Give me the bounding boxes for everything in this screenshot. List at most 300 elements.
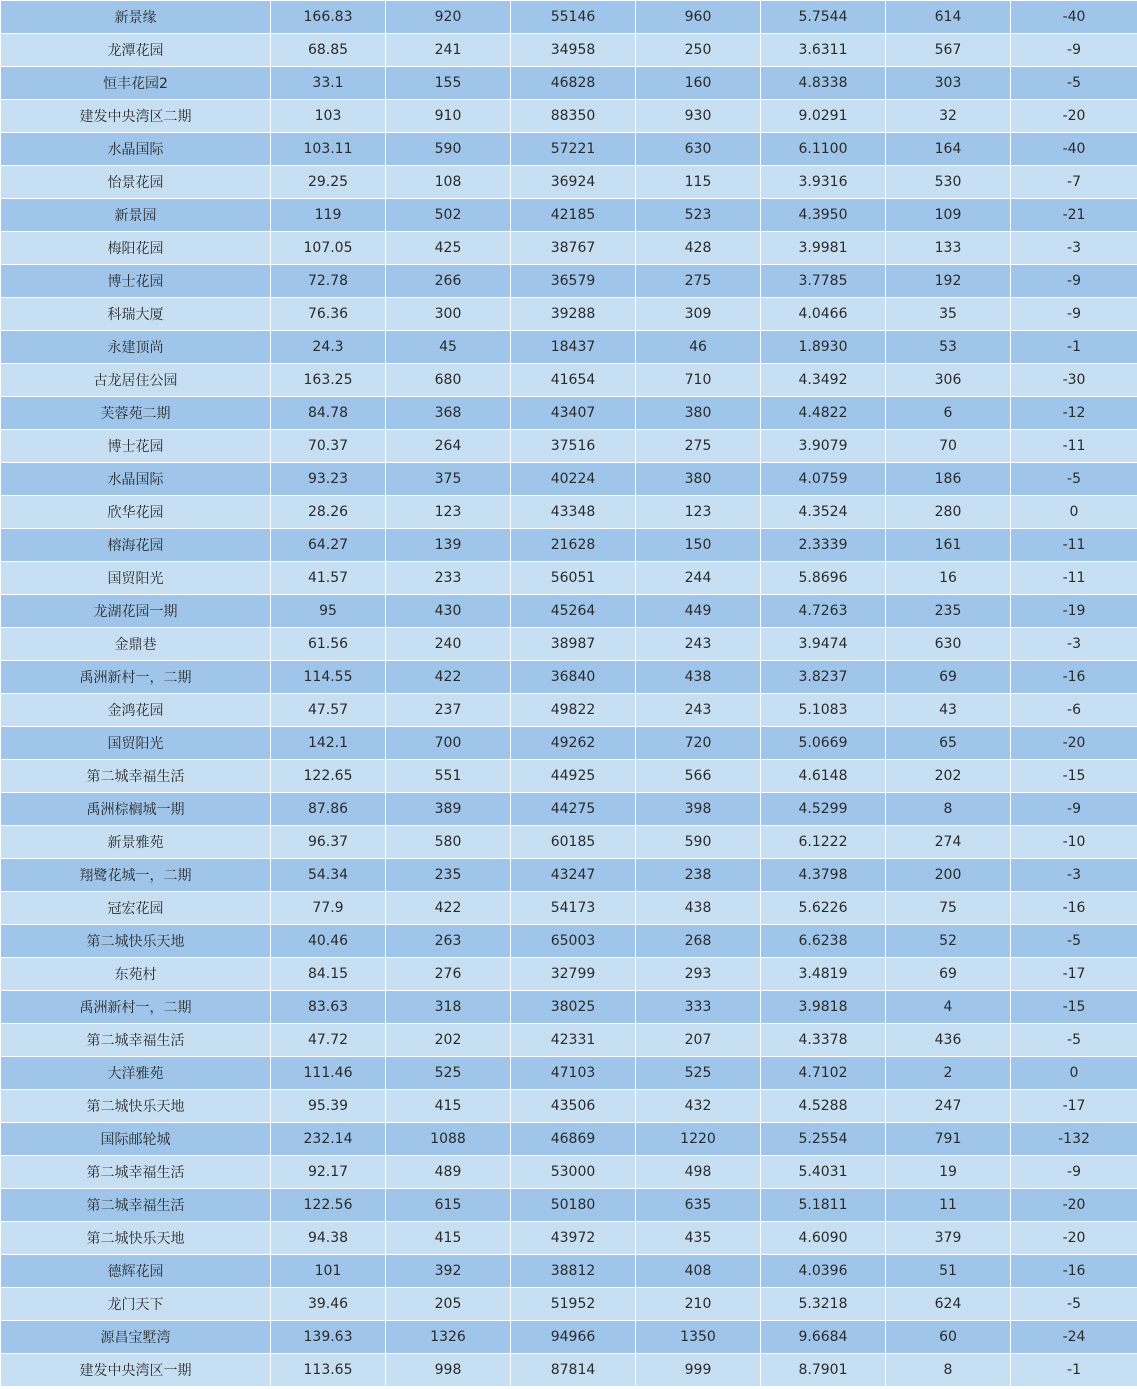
days-cell: 51	[886, 1255, 1011, 1288]
change-cell: -11	[1011, 529, 1137, 562]
change-cell: -9	[1011, 265, 1137, 298]
area-cell: 40.46	[271, 925, 386, 958]
unit-price-cell: 87814	[511, 1354, 636, 1387]
area-cell: 119	[271, 199, 386, 232]
area-cell: 83.63	[271, 991, 386, 1024]
community-name-cell: 龙门天下	[1, 1288, 271, 1321]
area-cell: 84.78	[271, 397, 386, 430]
ratio-cell: 3.9818	[761, 991, 886, 1024]
area-cell: 139.63	[271, 1321, 386, 1354]
change-cell: -132	[1011, 1123, 1137, 1156]
change-cell: -7	[1011, 166, 1137, 199]
table-row	[1, 529, 1137, 562]
table-row	[1, 727, 1137, 760]
unit-price-cell: 32799	[511, 958, 636, 991]
community-name-cell: 第二城快乐天地	[1, 1090, 271, 1123]
change-cell: -9	[1011, 1156, 1137, 1189]
unit-price-cell: 42185	[511, 199, 636, 232]
area-cell: 111.46	[271, 1057, 386, 1090]
price-cell: 525	[386, 1057, 511, 1090]
change-cell: -20	[1011, 727, 1137, 760]
table-row	[1, 925, 1137, 958]
table-row	[1, 100, 1137, 133]
community-name-cell: 新景园	[1, 199, 271, 232]
ratio-cell: 1.8930	[761, 331, 886, 364]
community-name-cell: 第二城快乐天地	[1, 925, 271, 958]
list-price-cell: 380	[636, 463, 761, 496]
table-row	[1, 397, 1137, 430]
price-cell: 139	[386, 529, 511, 562]
days-cell: 16	[886, 562, 1011, 595]
area-cell: 95.39	[271, 1090, 386, 1123]
days-cell: 2	[886, 1057, 1011, 1090]
change-cell: -5	[1011, 1288, 1137, 1321]
list-price-cell: 498	[636, 1156, 761, 1189]
change-cell: -12	[1011, 397, 1137, 430]
price-cell: 910	[386, 100, 511, 133]
list-price-cell: 250	[636, 34, 761, 67]
community-name-cell: 国贸阳光	[1, 727, 271, 760]
list-price-cell: 380	[636, 397, 761, 430]
community-name-cell: 德辉花园	[1, 1255, 271, 1288]
table-row	[1, 463, 1137, 496]
unit-price-cell: 43407	[511, 397, 636, 430]
days-cell: 19	[886, 1156, 1011, 1189]
community-name-cell: 金鸿花园	[1, 694, 271, 727]
community-name-cell: 新景雅苑	[1, 826, 271, 859]
area-cell: 54.34	[271, 859, 386, 892]
price-cell: 205	[386, 1288, 511, 1321]
list-price-cell: 150	[636, 529, 761, 562]
list-price-cell: 720	[636, 727, 761, 760]
table-row	[1, 661, 1137, 694]
area-cell: 101	[271, 1255, 386, 1288]
list-price-cell: 523	[636, 199, 761, 232]
price-cell: 425	[386, 232, 511, 265]
unit-price-cell: 36924	[511, 166, 636, 199]
area-cell: 122.65	[271, 760, 386, 793]
table-row	[1, 892, 1137, 925]
area-cell: 72.78	[271, 265, 386, 298]
list-price-cell: 293	[636, 958, 761, 991]
table-row	[1, 1189, 1137, 1222]
change-cell: -15	[1011, 760, 1137, 793]
list-price-cell: 333	[636, 991, 761, 1024]
unit-price-cell: 38812	[511, 1255, 636, 1288]
ratio-cell: 5.0669	[761, 727, 886, 760]
community-name-cell: 建发中央湾区二期	[1, 100, 271, 133]
ratio-cell: 3.7785	[761, 265, 886, 298]
list-price-cell: 590	[636, 826, 761, 859]
days-cell: 379	[886, 1222, 1011, 1255]
community-name-cell: 禹洲棕榈城一期	[1, 793, 271, 826]
area-cell: 94.38	[271, 1222, 386, 1255]
change-cell: -1	[1011, 331, 1137, 364]
change-cell: -5	[1011, 463, 1137, 496]
change-cell: -6	[1011, 694, 1137, 727]
unit-price-cell: 41654	[511, 364, 636, 397]
table-row	[1, 1024, 1137, 1057]
community-name-cell: 冠宏花园	[1, 892, 271, 925]
ratio-cell: 3.9474	[761, 628, 886, 661]
area-cell: 64.27	[271, 529, 386, 562]
price-cell: 368	[386, 397, 511, 430]
area-cell: 166.83	[271, 1, 386, 34]
list-price-cell: 244	[636, 562, 761, 595]
change-cell: -5	[1011, 925, 1137, 958]
days-cell: 235	[886, 595, 1011, 628]
days-cell: 567	[886, 34, 1011, 67]
days-cell: 186	[886, 463, 1011, 496]
area-cell: 41.57	[271, 562, 386, 595]
unit-price-cell: 21628	[511, 529, 636, 562]
days-cell: 202	[886, 760, 1011, 793]
change-cell: -16	[1011, 661, 1137, 694]
ratio-cell: 4.0466	[761, 298, 886, 331]
days-cell: 630	[886, 628, 1011, 661]
change-cell: -10	[1011, 826, 1137, 859]
days-cell: 75	[886, 892, 1011, 925]
days-cell: 65	[886, 727, 1011, 760]
table-row	[1, 562, 1137, 595]
area-cell: 163.25	[271, 364, 386, 397]
community-name-cell: 水晶国际	[1, 463, 271, 496]
community-name-cell: 科瑞大厦	[1, 298, 271, 331]
ratio-cell: 6.6238	[761, 925, 886, 958]
table-row	[1, 298, 1137, 331]
unit-price-cell: 88350	[511, 100, 636, 133]
change-cell: -30	[1011, 364, 1137, 397]
area-cell: 96.37	[271, 826, 386, 859]
unit-price-cell: 49262	[511, 727, 636, 760]
community-name-cell: 禹洲新村一，二期	[1, 991, 271, 1024]
unit-price-cell: 44275	[511, 793, 636, 826]
ratio-cell: 2.3339	[761, 529, 886, 562]
unit-price-cell: 43247	[511, 859, 636, 892]
area-cell: 76.36	[271, 298, 386, 331]
price-cell: 489	[386, 1156, 511, 1189]
change-cell: -16	[1011, 892, 1137, 925]
area-cell: 95	[271, 595, 386, 628]
community-name-cell: 第二城幸福生活	[1, 1156, 271, 1189]
list-price-cell: 710	[636, 364, 761, 397]
price-cell: 392	[386, 1255, 511, 1288]
list-price-cell: 238	[636, 859, 761, 892]
change-cell: -40	[1011, 1, 1137, 34]
unit-price-cell: 55146	[511, 1, 636, 34]
table-row	[1, 1, 1137, 34]
change-cell: -17	[1011, 958, 1137, 991]
days-cell: 69	[886, 958, 1011, 991]
change-cell: -20	[1011, 1222, 1137, 1255]
table-row	[1, 67, 1137, 100]
area-cell: 61.56	[271, 628, 386, 661]
price-cell: 680	[386, 364, 511, 397]
table-row	[1, 1222, 1137, 1255]
price-cell: 422	[386, 661, 511, 694]
community-name-cell: 榕海花园	[1, 529, 271, 562]
price-cell: 45	[386, 331, 511, 364]
price-cell: 415	[386, 1090, 511, 1123]
community-name-cell: 国贸阳光	[1, 562, 271, 595]
price-cell: 318	[386, 991, 511, 1024]
change-cell: -11	[1011, 430, 1137, 463]
unit-price-cell: 56051	[511, 562, 636, 595]
area-cell: 77.9	[271, 892, 386, 925]
price-cell: 430	[386, 595, 511, 628]
ratio-cell: 5.4031	[761, 1156, 886, 1189]
days-cell: 192	[886, 265, 1011, 298]
days-cell: 530	[886, 166, 1011, 199]
unit-price-cell: 51952	[511, 1288, 636, 1321]
unit-price-cell: 60185	[511, 826, 636, 859]
days-cell: 32	[886, 100, 1011, 133]
unit-price-cell: 40224	[511, 463, 636, 496]
list-price-cell: 268	[636, 925, 761, 958]
ratio-cell: 4.7263	[761, 595, 886, 628]
ratio-cell: 5.2554	[761, 1123, 886, 1156]
area-cell: 84.15	[271, 958, 386, 991]
table-row	[1, 133, 1137, 166]
list-price-cell: 449	[636, 595, 761, 628]
ratio-cell: 8.7901	[761, 1354, 886, 1387]
unit-price-cell: 46869	[511, 1123, 636, 1156]
change-cell: -21	[1011, 199, 1137, 232]
change-cell: -5	[1011, 67, 1137, 100]
unit-price-cell: 43972	[511, 1222, 636, 1255]
list-price-cell: 438	[636, 892, 761, 925]
community-name-cell: 国际邮轮城	[1, 1123, 271, 1156]
list-price-cell: 309	[636, 298, 761, 331]
unit-price-cell: 42331	[511, 1024, 636, 1057]
table-row	[1, 628, 1137, 661]
ratio-cell: 3.4819	[761, 958, 886, 991]
ratio-cell: 4.0759	[761, 463, 886, 496]
table-row	[1, 991, 1137, 1024]
price-cell: 920	[386, 1, 511, 34]
ratio-cell: 4.5288	[761, 1090, 886, 1123]
ratio-cell: 4.3798	[761, 859, 886, 892]
table-row	[1, 199, 1137, 232]
price-cell: 276	[386, 958, 511, 991]
days-cell: 6	[886, 397, 1011, 430]
community-name-cell: 梅阳花园	[1, 232, 271, 265]
unit-price-cell: 43348	[511, 496, 636, 529]
list-price-cell: 630	[636, 133, 761, 166]
days-cell: 624	[886, 1288, 1011, 1321]
days-cell: 274	[886, 826, 1011, 859]
price-cell: 580	[386, 826, 511, 859]
days-cell: 8	[886, 793, 1011, 826]
days-cell: 53	[886, 331, 1011, 364]
area-cell: 142.1	[271, 727, 386, 760]
community-name-cell: 永建顶尚	[1, 331, 271, 364]
table-row	[1, 1255, 1137, 1288]
community-name-cell: 恒丰花园2	[1, 67, 271, 100]
community-name-cell: 龙湖花园一期	[1, 595, 271, 628]
change-cell: -40	[1011, 133, 1137, 166]
days-cell: 164	[886, 133, 1011, 166]
days-cell: 4	[886, 991, 1011, 1024]
ratio-cell: 3.6311	[761, 34, 886, 67]
days-cell: 614	[886, 1, 1011, 34]
price-cell: 998	[386, 1354, 511, 1387]
change-cell: -17	[1011, 1090, 1137, 1123]
table-row	[1, 1156, 1137, 1189]
list-price-cell: 46	[636, 331, 761, 364]
price-cell: 551	[386, 760, 511, 793]
ratio-cell: 5.6226	[761, 892, 886, 925]
unit-price-cell: 37516	[511, 430, 636, 463]
table-row	[1, 496, 1137, 529]
ratio-cell: 4.4822	[761, 397, 886, 430]
price-cell: 502	[386, 199, 511, 232]
change-cell: -3	[1011, 628, 1137, 661]
table-row	[1, 1123, 1137, 1156]
table-row	[1, 1057, 1137, 1090]
days-cell: 303	[886, 67, 1011, 100]
list-price-cell: 432	[636, 1090, 761, 1123]
list-price-cell: 428	[636, 232, 761, 265]
area-cell: 113.65	[271, 1354, 386, 1387]
list-price-cell: 930	[636, 100, 761, 133]
ratio-cell: 4.3492	[761, 364, 886, 397]
unit-price-cell: 36579	[511, 265, 636, 298]
list-price-cell: 275	[636, 265, 761, 298]
community-name-cell: 第二城幸福生活	[1, 760, 271, 793]
table-row	[1, 859, 1137, 892]
unit-price-cell: 50180	[511, 1189, 636, 1222]
price-cell: 123	[386, 496, 511, 529]
unit-price-cell: 53000	[511, 1156, 636, 1189]
list-price-cell: 210	[636, 1288, 761, 1321]
ratio-cell: 3.8237	[761, 661, 886, 694]
unit-price-cell: 34958	[511, 34, 636, 67]
community-name-cell: 水晶国际	[1, 133, 271, 166]
ratio-cell: 4.3524	[761, 496, 886, 529]
price-cell: 300	[386, 298, 511, 331]
list-price-cell: 566	[636, 760, 761, 793]
unit-price-cell: 38987	[511, 628, 636, 661]
area-cell: 28.26	[271, 496, 386, 529]
area-cell: 87.86	[271, 793, 386, 826]
list-price-cell: 243	[636, 694, 761, 727]
price-cell: 700	[386, 727, 511, 760]
list-price-cell: 115	[636, 166, 761, 199]
community-name-cell: 第二城幸福生活	[1, 1024, 271, 1057]
ratio-cell: 4.5299	[761, 793, 886, 826]
table-row	[1, 1288, 1137, 1321]
community-name-cell: 翔鹭花城一，二期	[1, 859, 271, 892]
ratio-cell: 6.1222	[761, 826, 886, 859]
days-cell: 11	[886, 1189, 1011, 1222]
unit-price-cell: 44925	[511, 760, 636, 793]
unit-price-cell: 49822	[511, 694, 636, 727]
area-cell: 33.1	[271, 67, 386, 100]
days-cell: 133	[886, 232, 1011, 265]
list-price-cell: 960	[636, 1, 761, 34]
change-cell: -5	[1011, 1024, 1137, 1057]
list-price-cell: 438	[636, 661, 761, 694]
list-price-cell: 160	[636, 67, 761, 100]
change-cell: -24	[1011, 1321, 1137, 1354]
area-cell: 70.37	[271, 430, 386, 463]
change-cell: 0	[1011, 1057, 1137, 1090]
days-cell: 247	[886, 1090, 1011, 1123]
community-name-cell: 古龙居住公园	[1, 364, 271, 397]
table-row	[1, 1321, 1137, 1354]
ratio-cell: 3.9981	[761, 232, 886, 265]
table-row	[1, 364, 1137, 397]
change-cell: -16	[1011, 1255, 1137, 1288]
community-name-cell: 第二城快乐天地	[1, 1222, 271, 1255]
price-cell: 1326	[386, 1321, 511, 1354]
area-cell: 68.85	[271, 34, 386, 67]
days-cell: 306	[886, 364, 1011, 397]
table-row	[1, 430, 1137, 463]
ratio-cell: 4.8338	[761, 67, 886, 100]
ratio-cell: 3.9316	[761, 166, 886, 199]
price-cell: 389	[386, 793, 511, 826]
ratio-cell: 4.3378	[761, 1024, 886, 1057]
list-price-cell: 243	[636, 628, 761, 661]
unit-price-cell: 18437	[511, 331, 636, 364]
ratio-cell: 5.3218	[761, 1288, 886, 1321]
table-row	[1, 331, 1137, 364]
ratio-cell: 5.7544	[761, 1, 886, 34]
area-cell: 24.3	[271, 331, 386, 364]
price-cell: 233	[386, 562, 511, 595]
days-cell: 35	[886, 298, 1011, 331]
list-price-cell: 635	[636, 1189, 761, 1222]
community-name-cell: 东苑村	[1, 958, 271, 991]
ratio-cell: 5.1083	[761, 694, 886, 727]
change-cell: -1	[1011, 1354, 1137, 1387]
change-cell: -9	[1011, 793, 1137, 826]
community-name-cell: 欣华花园	[1, 496, 271, 529]
ratio-cell: 4.6090	[761, 1222, 886, 1255]
price-cell: 1088	[386, 1123, 511, 1156]
unit-price-cell: 46828	[511, 67, 636, 100]
community-name-cell: 建发中央湾区一期	[1, 1354, 271, 1387]
area-cell: 93.23	[271, 463, 386, 496]
list-price-cell: 207	[636, 1024, 761, 1057]
ratio-cell: 4.7102	[761, 1057, 886, 1090]
price-cell: 235	[386, 859, 511, 892]
area-cell: 47.72	[271, 1024, 386, 1057]
ratio-cell: 3.9079	[761, 430, 886, 463]
change-cell: -20	[1011, 1189, 1137, 1222]
area-cell: 103	[271, 100, 386, 133]
days-cell: 69	[886, 661, 1011, 694]
change-cell: -3	[1011, 859, 1137, 892]
table-row	[1, 232, 1137, 265]
price-cell: 590	[386, 133, 511, 166]
days-cell: 791	[886, 1123, 1011, 1156]
price-cell: 241	[386, 34, 511, 67]
area-cell: 107.05	[271, 232, 386, 265]
unit-price-cell: 65003	[511, 925, 636, 958]
unit-price-cell: 43506	[511, 1090, 636, 1123]
list-price-cell: 408	[636, 1255, 761, 1288]
table-row	[1, 694, 1137, 727]
unit-price-cell: 47103	[511, 1057, 636, 1090]
price-cell: 375	[386, 463, 511, 496]
community-name-cell: 博士花园	[1, 430, 271, 463]
price-cell: 415	[386, 1222, 511, 1255]
price-cell: 615	[386, 1189, 511, 1222]
table-row	[1, 793, 1137, 826]
